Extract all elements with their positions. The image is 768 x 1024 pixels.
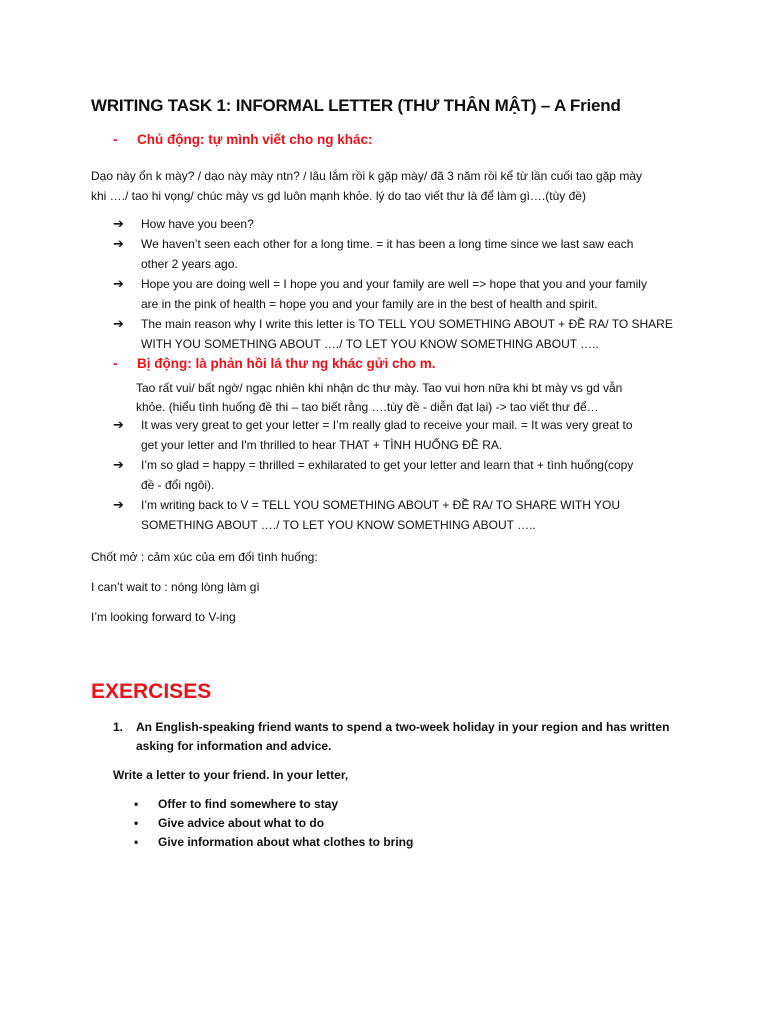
exercise-prompt-line-2: asking for information and advice. <box>136 739 332 753</box>
list-item-line: SOMETHING ABOUT …./ TO LET YOU KNOW SOMETHING ABOUT ….. <box>141 518 536 532</box>
closing-line-1: Chốt mở : cảm xúc của em đối tình huống: <box>91 550 318 564</box>
list-item: Give advice about what to do <box>158 816 325 830</box>
intro-line-2: khi …./ tao hi vọng/ chúc mày vs gd luôn mạnh khỏe. lý do tao viết thư là để làm gì….(tùy đề) <box>91 189 586 203</box>
passive-line-2: khỏe. (hiểu tình huống đề thi – tao biết rằng ….tùy đề - diễn đạt lại) -> tao viết thư để… <box>136 400 599 414</box>
right-arrow-icon: ➔ <box>113 236 124 251</box>
list-item: Offer to find somewhere to stay <box>158 797 339 811</box>
right-arrow-icon: ➔ <box>113 276 124 291</box>
closing-line-2: I can’t wait to : nóng lòng làm gì <box>91 580 260 594</box>
list-item-line: How have you been? <box>141 217 254 231</box>
section-passive-label: Bị động: là phản hồi lá thư ng khác gửi cho m. <box>137 356 436 371</box>
right-arrow-icon: ➔ <box>113 457 124 472</box>
list-item-line: The main reason why I write this letter is TO TELL YOU SOMETHING ABOUT + ĐỀ RA/ TO SHARE <box>141 317 673 331</box>
right-arrow-icon: ➔ <box>113 216 124 231</box>
list-item: Give information about what clothes to bring <box>158 835 414 849</box>
list-item-line: I’m so glad = happy = thrilled = exhilarated to get your letter and learn that + tình huống(copy <box>141 458 634 472</box>
exercise-number: 1. <box>113 720 124 734</box>
exercise-instruction: Write a letter to your friend. In your letter, <box>113 768 349 782</box>
closing-line-3: I’m looking forward to V-ing <box>91 610 236 624</box>
bullet-icon: • <box>134 835 139 849</box>
dash-marker: - <box>113 132 118 147</box>
exercises-heading: EXERCISES <box>91 680 212 703</box>
section-active-heading <box>113 132 373 147</box>
right-arrow-icon: ➔ <box>113 316 124 331</box>
right-arrow-icon: ➔ <box>113 497 124 512</box>
bullet-icon: • <box>134 816 139 830</box>
intro-line-1: Dạo này ổn k mày? / dạo này mày ntn? / lâu lắm rồi k gặp mày/ đã 3 năm rồi kể từ lần cuối tao gặp mày <box>91 169 642 183</box>
list-item-line: We haven’t seen each other for a long time. = it has been a long time since we last saw each <box>141 237 634 251</box>
list-item-line: I’m writing back to V = TELL YOU SOMETHING ABOUT + ĐỀ RA/ TO SHARE WITH YOU <box>141 498 621 512</box>
bullet-icon: • <box>134 797 139 811</box>
page-title: WRITING TASK 1: INFORMAL LETTER (THƯ THÂN MẬT) – A Friend <box>91 96 621 115</box>
passive-line-1: Tao rất vui/ bất ngờ/ ngạc nhiên khi nhận dc thư mày. Tao vui hơn nữa khi bt mày vs gd vẫn <box>136 381 623 395</box>
section-active-label: Chủ động: tự mình viết cho ng khác: <box>137 132 373 147</box>
list-item-line: WITH YOU SOMETHING ABOUT …./ TO LET YOU KNOW SOMETHING ABOUT ….. <box>141 337 599 351</box>
exercise-prompt-line-1: An English-speaking friend wants to spend a two-week holiday in your region and has written <box>136 720 670 734</box>
list-item-line: đề - đổi ngôi). <box>141 478 215 492</box>
right-arrow-icon: ➔ <box>113 417 124 432</box>
section-passive-heading <box>113 356 436 371</box>
list-item-line: other 2 years ago. <box>141 257 238 271</box>
list-item-line: get your letter and I'm thrilled to hear THAT + TÌNH HUỐNG ĐỀ RA. <box>141 438 503 452</box>
list-item-line: It was very great to get your letter = I’m really glad to receive your mail. = It was very great to <box>141 418 633 432</box>
list-item-line: Hope you are doing well = I hope you and your family are well => hope that you and your family <box>141 277 647 291</box>
list-item-line: are in the pink of health = hope you and your family are in the best of health and spirit. <box>141 297 598 311</box>
dash-marker: - <box>113 356 118 371</box>
